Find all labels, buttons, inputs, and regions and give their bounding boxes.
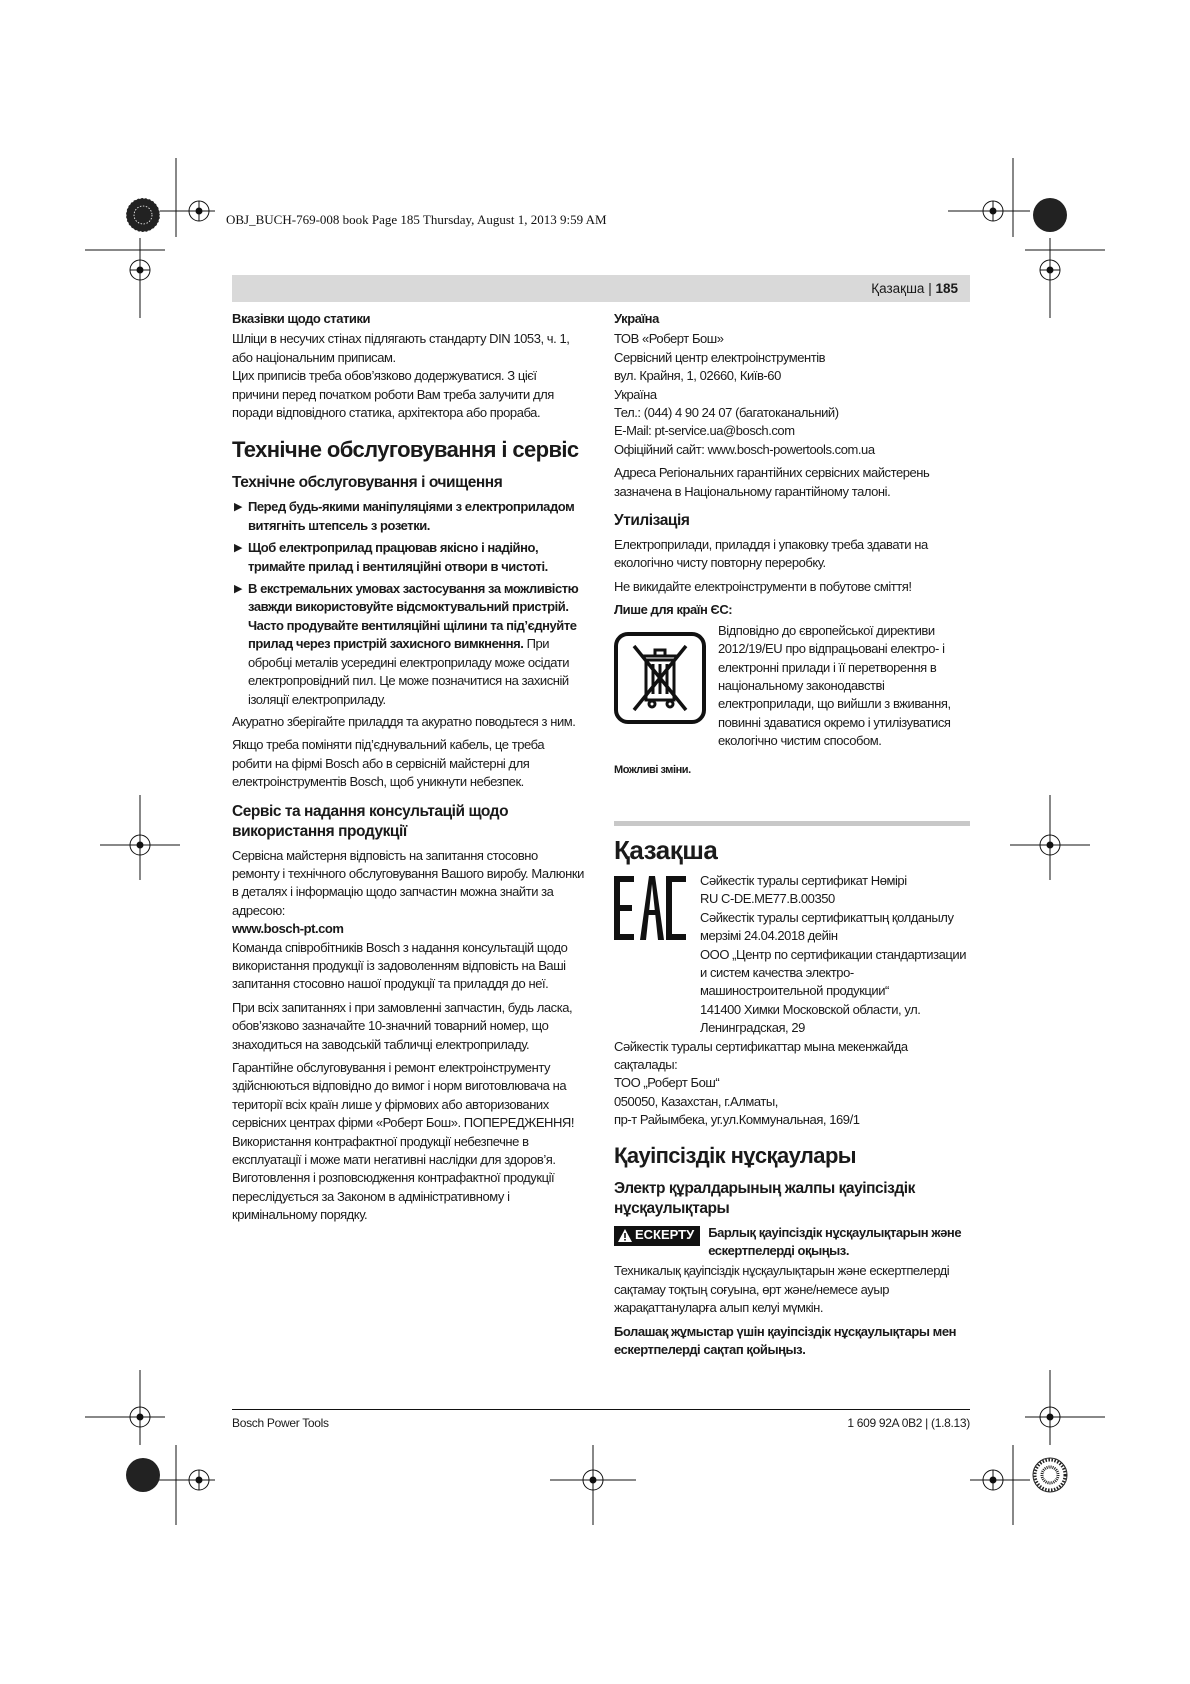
cert-storage-text: Сәйкестік туралы сертификаттар мына мекенжайда сақталады: — [614, 1038, 908, 1072]
regional-paragraph: Адреса Регіональних гарантійних сервісних майстерень зазначена в Національному гарантійному талоні. — [614, 465, 930, 499]
page-number: 185 — [935, 281, 958, 296]
certificate-text: Сәйкестік туралы сертификат Нөмірі RU C-DE.ME77.B.00350 Сәйкестік туралы сертификаттың қолданылу мерзімі 24.04.2018 дейін ООО „Центр по сертификации стандартизации и систем качества электро-машиностроительной продукции“ 141400 Химки Московской области, ул. Ленинградская, 29 — [700, 872, 967, 1036]
care-paragraph: Акуратно зберігайте приладдя та акуратно поводьтеся з ним. — [232, 713, 576, 729]
kz-address-line: 050050, Казахстан, г.Алматы, — [614, 1093, 778, 1109]
static-paragraph-2: Цих приписів треба обов’язково додержуватися. З цієї причини перед початком роботи Вам треба залучити для поради відповідного статика, архітектора або прораба. — [232, 368, 554, 421]
kazakh-language-title: Қазақша — [614, 834, 718, 865]
address-line: Сервісний центр електроінструментів — [614, 349, 826, 365]
ukraine-heading: Україна — [614, 311, 659, 326]
warning-row — [614, 1224, 970, 1261]
right-column — [614, 310, 970, 1364]
address-line: Україна — [614, 386, 657, 402]
safety-title: Қауіпсіздік нұсқаулары — [614, 1142, 856, 1168]
language-divider — [614, 821, 970, 826]
email-link[interactable]: E-Mail: pt-service.ua@bosch.com — [614, 423, 795, 439]
parts-paragraph: При всіх запитаннях і при замовленні запчастин, будь ласка, обов’язково зазначайте 10-значний товарний номер, що знаходиться на заводській табличці електроприладу. — [232, 999, 573, 1052]
cable-paragraph: Якщо треба поміняти під’єднувальний кабель, це треба робити на фірмі Bosch або в сервісній майстерні для електроінструментів Bosch, щоб уникнути небезпек. — [232, 737, 545, 790]
consult-paragraph-2: Команда співробітників Bosch з надання консультацій щодо використання продукції із задоволенням відповість на Ваші запитання стосовно нашої продукції та приладдя до неї. — [232, 939, 568, 992]
eac-certificate-block — [614, 872, 970, 1038]
triangle-bullet-icon: ▶ — [234, 542, 243, 555]
warning-lead-text: Барлық қауіпсіздік нұсқаулықтарын және ескертпелерді оқыңыз. — [708, 1224, 962, 1259]
address-line: вул. Крайня, 1, 02660, Київ-60 — [614, 368, 781, 384]
bullet-item: ▶ В екстремальних умовах застосування за можливістю завжди використовуйте відсмоктувальний пристрій. Часто продувайте вентиляційні щілини та під’єднуйте прилад через пристрій захисного вимкнення. При обробці металів усередині електроприладу може осідати електропровідний пил. Це може позначитися на захисній ізоляції електроприладу. — [234, 581, 579, 707]
changes-note: Можливі зміни. — [614, 763, 691, 776]
header-language: Қазақша — [871, 281, 925, 296]
bosch-url-link[interactable]: www.bosch-pt.com — [232, 921, 344, 937]
general-safety-heading: Электр құралдарының жалпы қауіпсіздік нұсқаулықтары — [614, 1179, 915, 1217]
disposal-paragraph-2: Не викидайте електроінструменти в побутове сміття! — [614, 578, 912, 594]
warning-badge: ЕСКЕРТУ — [614, 1226, 700, 1246]
page-header-bar — [232, 275, 970, 302]
print-job-line: OBJ_BUCH-769-008 book Page 185 Thursday, August 1, 2013 9:59 AM — [226, 212, 607, 227]
warranty-paragraph: Гарантійне обслуговування і ремонт електроінструменту здійснюються відповідно до вимог і норм виготовлювача на території всіх країн лише у фірмових або авторизованих сервісних центрах фірми «Роберт Бош». ПОПЕРЕДЖЕННЯ! Використання контрафактної продукції небезпечне в експлуатації і може мати негативні наслідки для здоров’я. Виготовлення і розповсюдження контрафактної продукції переслідується за Законом в адміністративному і кримінальному порядку. — [232, 1060, 575, 1223]
eu-heading: Лише для країн ЄС: — [614, 602, 733, 618]
address-line: Тел.: (044) 4 90 24 07 (багатоканальний) — [614, 405, 839, 421]
triangle-bullet-icon: ▶ — [234, 583, 243, 596]
kz-address-line: ТОО „Роберт Бош“ — [614, 1075, 720, 1091]
website-link[interactable]: Офіційний сайт: www.bosch-powertools.com.ua — [614, 441, 875, 457]
cleaning-heading: Технічне обслуговування і очищення — [232, 474, 503, 492]
address-line: ТОВ «Роберт Бош» — [614, 331, 724, 347]
service-section-title: Технічне обслуговування і сервіс — [232, 437, 579, 463]
consult-paragraph-1: Сервісна майстерня відповість на запитання стосовно ремонту і технічного обслуговування Вашого виробу. Малюнки в деталях і інформацію щодо запчастин можна знайти за адресою: — [232, 847, 584, 918]
warning-paragraph: Техникалық қауіпсіздік нұсқаулықтарын және ескертпелерді сақтамау тоқтың соғуына, өрт және/немесе ауыр жарақаттануларға алып келуі мүмкін. — [614, 1263, 950, 1316]
left-column — [232, 310, 584, 1230]
keep-instructions-paragraph: Болашақ жұмыстар үшін қауіпсіздік нұсқаулықтары мен ескертпелерді сақтап қойыңыз. — [614, 1323, 957, 1358]
bullet-item: ▶ Перед будь-якими маніпуляціями з електроприладом витягніть штепсель з розетки. — [234, 499, 575, 533]
weee-block — [614, 622, 970, 751]
footer-doc-number: 1 609 92A 0B2 | (1.8.13) — [847, 1416, 970, 1430]
disposal-heading: Утилізація — [614, 512, 690, 530]
static-paragraph-1: Шліци в несучих стінах підлягають стандарту DIN 1053, ч. 1, або національним приписам. — [232, 331, 570, 365]
static-heading: Вказівки щодо статики — [232, 311, 371, 326]
footer-brand: Bosch Power Tools — [232, 1416, 329, 1430]
disposal-paragraph-1: Електроприлади, приладдя і упаковку треба здавати на екологічно чисту повторну переробку. — [614, 537, 928, 571]
kz-address-line: пр-т Райымбека, уг.ул.Коммунальная, 169/1 — [614, 1112, 860, 1128]
warning-triangle-icon — [618, 1229, 632, 1242]
crossed-bin-icon — [614, 632, 706, 724]
eu-directive-text: Відповідно до європейської директиви 2012/19/EU про відпрацьовані електро- і електронні прилади і її перетворення в національному законодавстві електроприлади, що вийшли з вживання, повинні здаватися окремо і утилізуватися екологічно чистим способом. — [718, 622, 951, 749]
footer-divider — [232, 1409, 970, 1410]
triangle-bullet-icon: ▶ — [234, 501, 243, 514]
eac-mark-icon — [614, 876, 686, 940]
bullet-item: ▶ Щоб електроприлад працював якісно і надійно, тримайте прилад і вентиляційні отвори в чистоті. — [234, 540, 548, 574]
consult-heading: Сервіс та надання консультацій щодо використання продукції — [232, 802, 509, 840]
page-header: Қазақша | 185 — [871, 281, 958, 296]
